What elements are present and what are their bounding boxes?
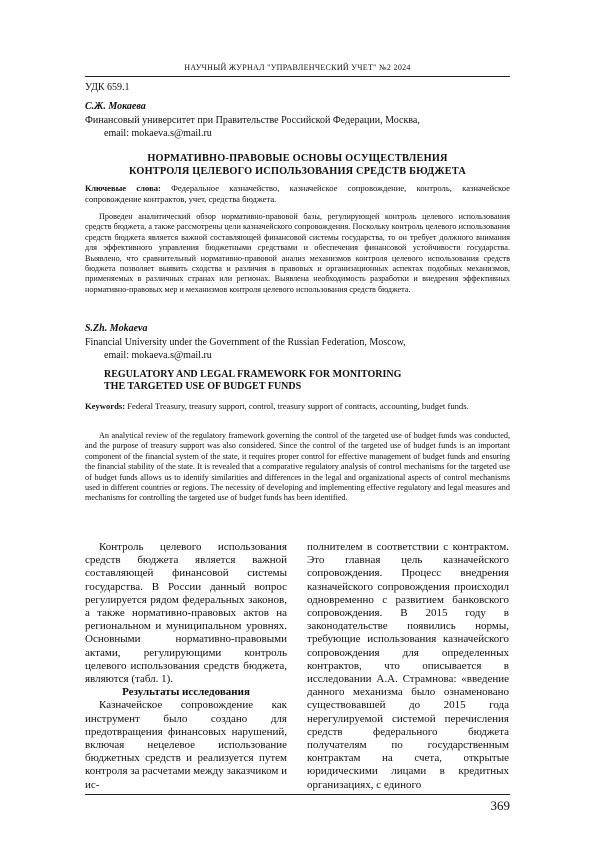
section-heading: Результаты исследования — [122, 686, 250, 699]
author-en: S.Zh. Mokaeva — [85, 323, 148, 334]
affiliation-en: Financial University under the Government of the Russian Federation, Moscow, — [85, 337, 406, 348]
affiliation-ru: Финансовый университет при Правительстве Российской Федерации, Москва, — [85, 115, 420, 126]
title-en — [104, 369, 510, 393]
keywords-ru-label: Ключевые слова: — [85, 183, 161, 193]
abstract-ru: Проведен аналитический обзор нормативно-правовой базы, регулирующей контроль целевого использования средств бюджета, а также рассмотрены цели казначейского сопровождения. Поскольку контроль целевого использования средств бюджета является важной составляющей финансовой системы государства, то он требует должного внимания для эффективного управления бюджетными средствами и обеспечения финансовой устойчивости государства. Выявлено, что сравнительный нормативно-правовой анализ механизмов контроля целевого использования средств бюджета позволяет выявить сходства и различия в правовых и организационных аспектах подобных механизмов, применяемых в различных странах или регионах. Выявлена необходимость разработки и внедрения эффективных нормативно-правовых мер и механизмов контроля целевого использования средств бюджета. — [85, 212, 510, 294]
email-ru: email: mokaeva.s@mail.ru — [104, 128, 212, 139]
title-ru-line-2: КОНТРОЛЯ ЦЕЛЕВОГО ИСПОЛЬЗОВАНИЯ СРЕДСТВ БЮДЖЕТА — [128, 165, 467, 177]
body-paragraph: Казначейское сопровождение как инструмент было создано для предотвращения финансовых нарушений, включая нецелевое использование бюджетных средств и реализуется путем контроля за расчетами между заказчиком и ис- — [85, 699, 287, 791]
body-paragraph: Контроль целевого использования средств бюджета является важной составляющей финансовой системы государства. В России данный вопрос регулируется рядом федеральных законов, а также нормативно-правовых актов на региональном и муниципальном уровнях. Основными нормативно-правовыми актами, регулирующими контроль целевого использования средств бюджета, являются (табл. 1). — [85, 541, 287, 686]
page-number: 369 — [490, 798, 510, 813]
keywords-ru-text: Федеральное казначейство, казначейское сопровождение, контроль, казначейское сопровождение контрактов, учет, средства бюджета. — [85, 183, 510, 204]
running-head: НАУЧНЫЙ ЖУРНАЛ "УПРАВЛЕНЧЕСКИЙ УЧЕТ" №2 2024 — [184, 63, 411, 72]
body-paragraph: полнителем в соответствии с контрактом. Это главная цель казначейского сопровождения. Процесс внедрения казначейского сопровождения происходил одновременно с развитием банковского сопровождения. В 2015 году в законодательстве появились нормы, требующие использования казначейского сопровождения для определенных контрактов, что описывается в исследовании А.А. Страмнова: «введение данного механизма было ознаменовано существовавшей до 2015 года нерегулируемой системой перечисления средств федерального бюджета получателям по государственным контрактам на счета, открытые юридическими лицами в кредитных организациях, с единого — [307, 541, 509, 791]
title-en-line-2: THE TARGETED USE OF BUDGET FUNDS — [104, 381, 302, 392]
author-ru: С.Ж. Мокаева — [85, 101, 146, 112]
header-rule — [85, 76, 510, 77]
keywords-en-label: Keywords: — [85, 401, 126, 411]
keywords-ru — [85, 183, 510, 204]
title-ru — [85, 153, 510, 178]
title-ru-line-1: НОРМАТИВНО-ПРАВОВЫЕ ОСНОВЫ ОСУЩЕСТВЛЕНИЯ — [147, 153, 448, 164]
footer-rule — [85, 794, 510, 795]
body-right-column — [307, 541, 509, 792]
abstract-en: An analytical review of the regulatory framework governing the control of the targeted use of budget funds was conducted, and the purpose of treasury support was also considered. Since the control of the targeted use of budget funds is an important component of the financial system of the state, it requires proper control for effective management of budget funds and ensuring the financial stability of the state. It is revealed that a comparative regulatory analysis of control mechanisms for the targeted use of budget funds allows us to identify similarities and differences in the legal and organizational aspects of control mechanisms used in different countries or regions. The necessity of developing and implementing effective regulatory and legal measures and mechanisms for controlling the targeted use of budget funds has been identified. — [85, 431, 510, 503]
title-en-line-1: REGULATORY AND LEGAL FRAMEWORK FOR MONITORING — [104, 369, 402, 380]
keywords-en-text: Federal Treasury, treasury support, control, treasury support of contracts, accounting, budget funds. — [125, 401, 469, 411]
udk-code: УДК 659.1 — [85, 82, 130, 93]
email-en: email: mokaeva.s@mail.ru — [104, 350, 212, 361]
keywords-en — [85, 401, 510, 412]
body-left-column — [85, 541, 287, 792]
